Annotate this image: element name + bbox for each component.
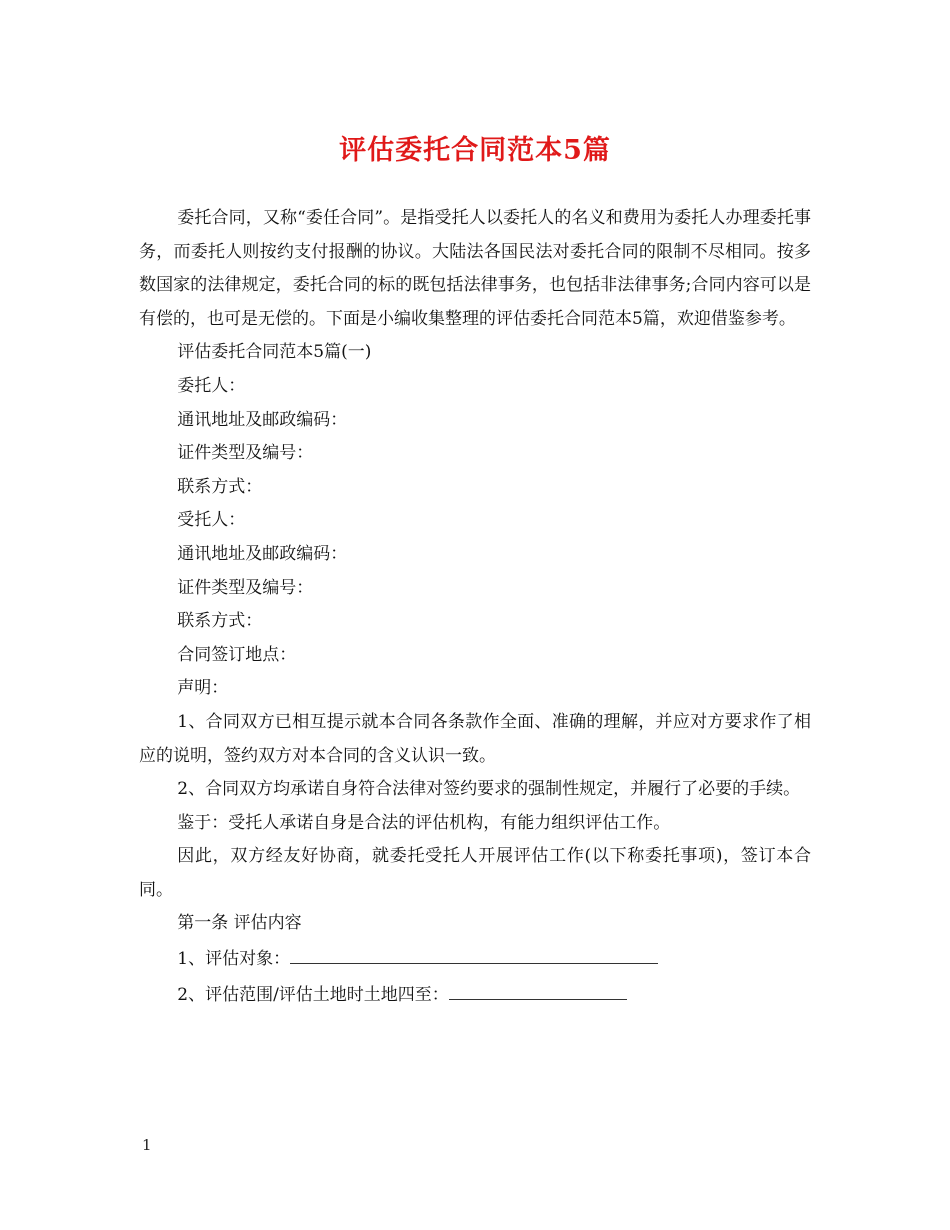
therefore-paragraph: 因此，双方经友好协商，就委托受托人开展评估工作(以下称委托事项)，签订本合同。 <box>139 846 811 900</box>
article-1-heading: 第一条 评估内容 <box>177 913 302 934</box>
item-1-line <box>139 941 811 977</box>
item-1-label: 1、评估对象： <box>177 949 291 970</box>
declaration-clause-1: 1、合同双方已相互提示就本合同各条款作全面、准确的理解，并应对方要求作了相应的说明，签约双方对本合同的含义认识一致。 <box>139 711 811 766</box>
intro-paragraph: 委托合同，又称“委任合同”。是指受托人以委托人的名义和费用为委托人办理委托事务，而委托人则按约支付报酬的协议。大陆法各国民法对委托合同的限制不尽相同。按多数国家的法律规定，委托合同的标的既包括法律事务，也包括非法律事务;合同内容可以是有偿的，也可是无偿的。下面是小编收集整理的评估委托合同范本5篇，欢迎借鉴参考。 <box>139 208 811 329</box>
agent-contact-field: 联系方式： <box>177 611 263 632</box>
agent-id-field: 证件类型及编号： <box>177 577 314 598</box>
item-2-line <box>139 977 811 1013</box>
agent-address-field: 通讯地址及邮政编码： <box>177 543 348 564</box>
item-2-label: 2、评估范围/评估土地时土地四至： <box>177 984 449 1005</box>
agent-field: 受托人： <box>177 510 246 531</box>
item-1-blank <box>290 941 658 964</box>
principal-address-field: 通讯地址及邮政编码： <box>177 409 348 430</box>
principal-contact-field: 联系方式： <box>177 476 263 497</box>
declaration-clause-2: 2、合同双方均承诺自身符合法律对签约要求的强制性规定，并履行了必要的手续。 <box>177 779 801 800</box>
document-title: 评估委托合同范本5篇 <box>339 135 611 166</box>
document-body <box>139 202 811 1012</box>
principal-field: 委托人： <box>177 375 246 396</box>
section-heading: 评估委托合同范本5篇(一) <box>177 342 372 363</box>
item-2-blank <box>449 977 627 1000</box>
signing-place-field: 合同签订地点： <box>177 644 297 665</box>
principal-id-field: 证件类型及编号： <box>177 443 314 464</box>
page-number: 1 <box>142 1136 152 1154</box>
declaration-heading: 声明： <box>177 678 229 699</box>
whereas-paragraph: 鉴于：受托人承诺自身是合法的评估机构，有能力组织评估工作。 <box>177 812 671 833</box>
